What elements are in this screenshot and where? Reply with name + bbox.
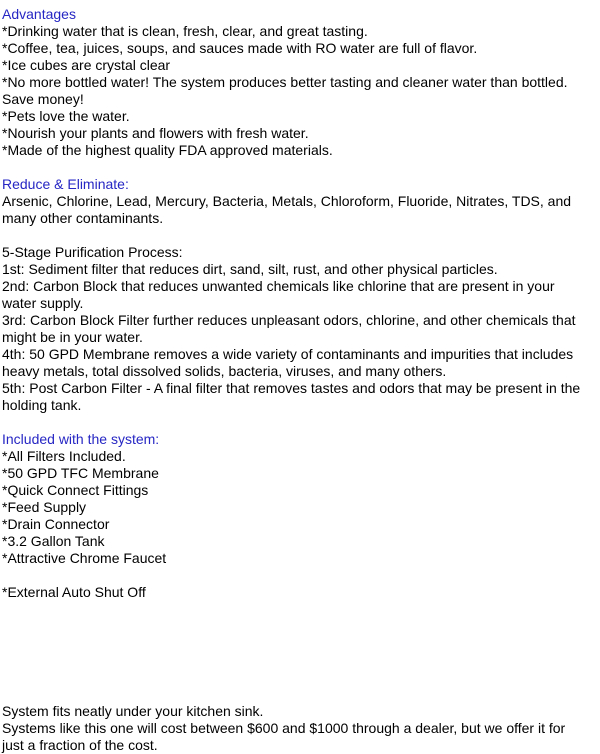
- advantage-item: *Ice cubes are crystal clear: [2, 57, 171, 73]
- stage-item: 2nd: Carbon Block that reduces unwanted chemicals like chlorine that are present in your water supply.: [2, 278, 555, 311]
- advantage-item: *Drinking water that is clean, fresh, clear, and great tasting.: [2, 23, 368, 39]
- stage-item: 5th: Post Carbon Filter - A final filter that removes tastes and odors that may be present in the holding tank.: [2, 380, 581, 413]
- footer-line: Systems like this one will cost between $600 and $1000 through a dealer, but we offer it for just a fraction of the cost.: [2, 720, 566, 753]
- reduce-eliminate-heading: Reduce & Eliminate:: [2, 176, 129, 192]
- section-footer: [2, 703, 588, 754]
- included-item: *3.2 Gallon Tank: [2, 533, 105, 549]
- stage-item: 1st: Sediment filter that reduces dirt, sand, silt, rust, and other physical particles.: [2, 261, 498, 277]
- advantage-item: *Pets love the water.: [2, 108, 130, 124]
- section-purification-process: [2, 244, 588, 414]
- stage-item: 4th: 50 GPD Membrane removes a wide variety of contaminants and impurities that includes heavy metals, total dissolved solids, bacteria, viruses, and many others.: [2, 346, 574, 379]
- blank-line: [2, 567, 588, 584]
- included-heading: Included with the system:: [2, 431, 160, 447]
- advantage-item: *Coffee, tea, juices, soups, and sauces made with RO water are full of flavor.: [2, 40, 478, 56]
- purification-process-heading: 5-Stage Purification Process:: [2, 244, 183, 260]
- included-item: *50 GPD TFC Membrane: [2, 465, 159, 481]
- included-item: *Quick Connect Fittings: [2, 482, 149, 498]
- stage-item: 3rd: Carbon Block Filter further reduces unpleasant odors, chlorine, and other chemicals that might be in your water.: [2, 312, 576, 345]
- advantage-item: *Made of the highest quality FDA approved materials.: [2, 142, 333, 158]
- advantage-item: *Nourish your plants and flowers with fresh water.: [2, 125, 309, 141]
- section-included: [2, 431, 588, 601]
- included-item: *External Auto Shut Off: [2, 584, 146, 600]
- advantages-heading: Advantages: [2, 6, 76, 22]
- included-item: *Attractive Chrome Faucet: [2, 550, 167, 566]
- contaminants-list: Arsenic, Chlorine, Lead, Mercury, Bacteria, Metals, Chloroform, Fluoride, Nitrates, TDS, and many other contaminants.: [2, 193, 572, 226]
- footer-line: System fits neatly under your kitchen sink.: [2, 703, 264, 719]
- advantage-item: *No more bottled water! The system produces better tasting and cleaner water than bottled. Save money!: [2, 74, 568, 107]
- included-item: *Drain Connector: [2, 516, 110, 532]
- section-reduce-eliminate: [2, 176, 588, 227]
- included-item: *All Filters Included.: [2, 448, 126, 464]
- included-item: *Feed Supply: [2, 499, 87, 515]
- section-advantages: [2, 6, 588, 159]
